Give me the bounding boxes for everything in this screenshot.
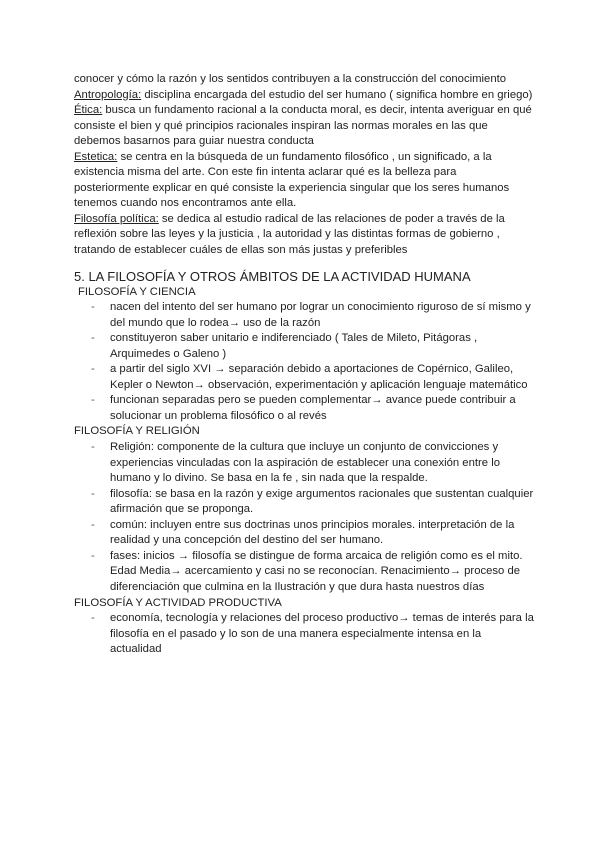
definition-estetica — [74, 150, 534, 212]
list-item: - Religión: componente de la cultura que incluye un conjunto de convicciones y experiencias vinculadas con la aspiración de establecer una conexión entre lo humano y lo divino. Se basa en la fe , sin nada que la respalde. — [91, 441, 500, 485]
list-item: - nacen del intento del ser humano por lograr un conocimiento riguroso de sí mismo y del mundo que lo rodea→ uso de la razón — [91, 301, 531, 329]
subsection-title-ciencia: FILOSOFÍA Y CIENCIA — [78, 285, 196, 298]
list-religion — [74, 440, 534, 595]
list-item: - común: incluyen entre sus doctrinas unos principios morales. interpretación de la realidad y una concepción del destino del ser humano. — [91, 518, 515, 547]
definition-term: Filosofía política: — [74, 212, 159, 225]
subsection-title-actividad-productiva: FILOSOFÍA Y ACTIVIDAD PRODUCTIVA — [74, 596, 282, 609]
definition-filosofia-politica — [74, 212, 534, 259]
section-title: 5. LA FILOSOFÍA Y OTROS ÁMBITOS DE LA ACTIVIDAD HUMANA — [74, 268, 471, 284]
bullet: - — [91, 363, 95, 376]
definition-term: Ética: — [74, 104, 103, 117]
bullet: - — [91, 612, 95, 625]
subsection-title-religion: FILOSOFÍA Y RELIGIÓN — [74, 425, 200, 438]
definition-term: Antropología: — [74, 88, 142, 101]
definition-text: se centra en la búsqueda de un fundamento filosófico , un significado, a la existencia misma del arte. Con este fin intenta aclarar qué es la belleza para posteriormente explicar en qué consiste la experiencia singular que los seres humanos tenemos cuando nos encontramos ante ella. — [74, 150, 510, 210]
list-item: - a partir del siglo XVI → separación debido a aportaciones de Copérnico, Galileo, Kepler o Newton→ observación, experimentación y aplicación lenguaje matemático — [91, 363, 528, 391]
list-item: - economía, tecnología y relaciones del proceso productivo→ temas de interés para la filosofía en el pasado y lo son de una manera especialmente intensa en la actualidad — [91, 612, 534, 656]
bullet: - — [91, 487, 95, 500]
document-page — [74, 72, 534, 658]
bullet: - — [91, 549, 95, 562]
definition-text: busca un fundamento racional a la conducta moral, es decir, intenta averiguar en qué consiste el bien y qué principios racionales inspiran las normas morales en las que debemos basarnos para guiar nuestra conducta — [74, 104, 532, 148]
list-item: - filosofía: se basa en la razón y exige argumentos racionales que sustentan cualquier afirmación que se proponga. — [91, 487, 534, 516]
definition-text: se dedica al estudio radical de las relaciones de poder a través de la reflexión sobre las leyes y la justicia , la autoridad y las distintas formas de gobierno , tratando de establecer cuáles de ellas son más justas y preferibles — [74, 212, 505, 257]
list-actividad-productiva — [74, 611, 534, 658]
list-item: - fases: inicios → filosofía se distingue de forma arcaica de religión como es el mito. Edad Media→ acercamiento y casi no se reconocían. Renacimiento→ proceso de diferenciación que culmina en la Ilustración y que dura hasta nuestros días — [91, 549, 523, 593]
definition-term: Estetica: — [74, 150, 118, 163]
definition-text: disciplina encargada del estudio del ser humano ( significa hombre en griego) — [141, 88, 533, 101]
bullet: - — [91, 301, 95, 314]
bullet: - — [91, 518, 95, 531]
intro-continuation: conocer y cómo la razón y los sentidos contribuyen a la construcción del conocimiento — [74, 73, 507, 85]
bullet: - — [91, 441, 95, 454]
bullet: - — [91, 394, 95, 407]
list-ciencia — [74, 300, 534, 424]
list-item: - funcionan separadas pero se pueden complementar→ avance puede contribuir a solucionar un problema filosófico o al revés — [91, 394, 516, 422]
definition-etica — [74, 103, 534, 150]
list-item: - constituyeron saber unitario e indiferenciado ( Tales de Mileto, Pitágoras , Arquimedes o Galeno ) — [91, 332, 478, 360]
bullet: - — [91, 332, 95, 345]
definition-antropologia — [74, 88, 534, 104]
